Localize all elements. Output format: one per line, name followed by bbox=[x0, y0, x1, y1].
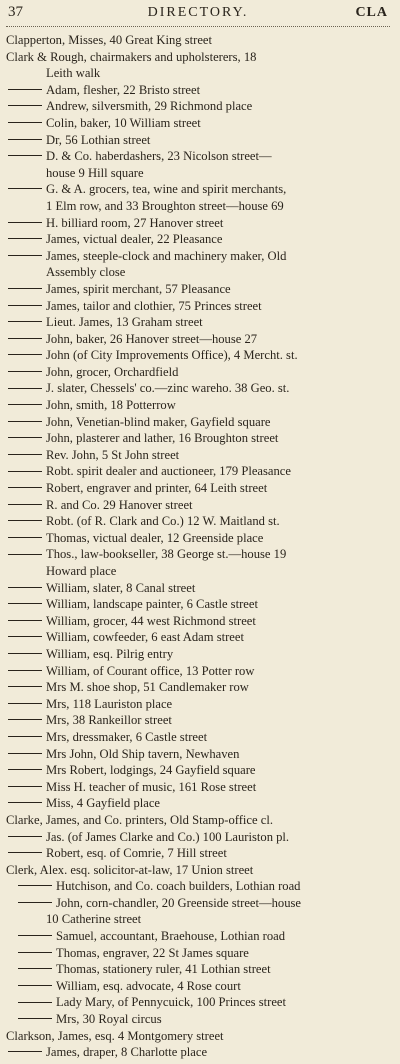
ditto-dash bbox=[8, 437, 42, 438]
entry-text: Dr, 56 Lothian street bbox=[46, 132, 151, 147]
ditto-dash bbox=[8, 338, 42, 339]
entry-text: Assembly close bbox=[46, 265, 126, 280]
entry-text: James, spirit merchant, 57 Pleasance bbox=[46, 281, 231, 296]
ditto-dash bbox=[8, 653, 42, 654]
ditto-dash bbox=[8, 504, 42, 505]
directory-entry bbox=[6, 812, 390, 829]
ditto-dash bbox=[8, 188, 42, 189]
ditto-dash bbox=[8, 421, 42, 422]
directory-entry bbox=[6, 696, 390, 713]
entry-text: William, esq. advocate, 4 Rose court bbox=[56, 978, 241, 993]
ditto-dash bbox=[8, 686, 42, 687]
directory-entry bbox=[6, 281, 390, 298]
running-title: DIRECTORY. bbox=[147, 5, 249, 20]
entry-text: Thomas, victual dealer, 12 Greenside place bbox=[46, 530, 264, 545]
entry-continuation bbox=[6, 165, 390, 182]
directory-entry bbox=[6, 364, 390, 381]
ditto-dash bbox=[8, 736, 42, 737]
entry-text: John, grocer, Orchardfield bbox=[46, 364, 179, 379]
directory-entry bbox=[6, 994, 390, 1011]
entry-surname: Clark & Rough, bbox=[6, 49, 87, 64]
ditto-dash bbox=[8, 288, 42, 289]
entry-text: 10 Catherine street bbox=[46, 912, 142, 927]
ditto-dash bbox=[8, 105, 42, 106]
entry-text: Samuel, accountant, Braehouse, Lothian road bbox=[56, 929, 286, 944]
entry-surname: Clarke, bbox=[6, 812, 43, 827]
directory-entry bbox=[6, 248, 390, 265]
entry-text: Alex. esq. solicitor-at-law, 17 Union street bbox=[37, 862, 254, 877]
ditto-dash bbox=[8, 487, 42, 488]
directory-entry bbox=[6, 314, 390, 331]
ditto-dash bbox=[8, 520, 42, 521]
section-abbreviation: CLA bbox=[355, 5, 388, 20]
directory-entry bbox=[6, 447, 390, 464]
entry-text: G. & A. grocers, tea, wine and spirit merchants, bbox=[46, 182, 287, 197]
entry-text: Mrs M. shoe shop, 51 Candlemaker row bbox=[46, 680, 249, 695]
directory-entry bbox=[6, 82, 390, 99]
entry-text: James, and Co. printers, Old Stamp-office cl. bbox=[42, 812, 273, 827]
entry-text: Thomas, stationery ruler, 41 Lothian street bbox=[56, 962, 271, 977]
directory-entry bbox=[6, 961, 390, 978]
entry-text: John (of City Improvements Office), 4 Mercht. st. bbox=[46, 348, 298, 363]
ditto-dash bbox=[8, 636, 42, 637]
entry-continuation bbox=[6, 264, 390, 281]
directory-entry bbox=[6, 231, 390, 248]
ditto-dash bbox=[8, 454, 42, 455]
ditto-dash bbox=[8, 786, 42, 787]
entry-text: Thos., law-bookseller, 38 George st.—house 19 bbox=[46, 547, 287, 562]
directory-entry bbox=[6, 513, 390, 530]
entry-text: Mrs, 118 Lauriston place bbox=[46, 696, 173, 711]
ditto-dash bbox=[8, 371, 42, 372]
entry-text: William, slater, 8 Canal street bbox=[46, 580, 196, 595]
ditto-dash bbox=[8, 836, 42, 837]
directory-entry bbox=[6, 729, 390, 746]
ditto-dash bbox=[8, 703, 42, 704]
ditto-dash bbox=[8, 222, 42, 223]
entry-text: J. slater, Chessels' co.—zinc wareho. 38 Geo. st. bbox=[46, 381, 290, 396]
entry-text: John, plasterer and lather, 16 Broughton street bbox=[46, 431, 279, 446]
entry-text: Hutchison, and Co. coach builders, Lothian road bbox=[56, 879, 301, 894]
ditto-dash bbox=[8, 587, 42, 588]
directory-entry bbox=[6, 613, 390, 630]
ditto-dash bbox=[8, 554, 42, 555]
directory-entry bbox=[6, 49, 390, 66]
entry-continuation bbox=[6, 198, 390, 215]
directory-entry bbox=[6, 181, 390, 198]
entry-text: Rev. John, 5 St John street bbox=[46, 447, 180, 462]
directory-entry bbox=[6, 663, 390, 680]
ditto-dash bbox=[8, 122, 42, 123]
ditto-dash bbox=[8, 471, 42, 472]
ditto-dash bbox=[18, 885, 52, 886]
entry-text: James, victual dealer, 22 Pleasance bbox=[46, 232, 223, 247]
entry-text: Robt. spirit dealer and auctioneer, 179 Pleasance bbox=[46, 464, 291, 479]
entry-text: John, Venetian-blind maker, Gayfield square bbox=[46, 414, 271, 429]
entry-text: Mrs John, Old Ship tavern, Newhaven bbox=[46, 746, 240, 761]
entry-text: chairmakers and upholsterers, 18 bbox=[86, 49, 257, 64]
ditto-dash bbox=[8, 802, 42, 803]
entry-text: John, smith, 18 Potterrow bbox=[46, 398, 176, 413]
directory-entry bbox=[6, 414, 390, 431]
entry-text: Jas. (of James Clarke and Co.) 100 Lauriston pl. bbox=[46, 829, 290, 844]
entry-text: Mrs, 30 Royal circus bbox=[56, 1012, 162, 1027]
ditto-dash bbox=[8, 255, 42, 256]
ditto-dash bbox=[8, 139, 42, 140]
ditto-dash bbox=[8, 155, 42, 156]
ditto-dash bbox=[8, 769, 42, 770]
entry-continuation bbox=[6, 563, 390, 580]
directory-entry bbox=[6, 845, 390, 862]
entry-text: 1 Elm row, and 33 Broughton street—house 69 bbox=[46, 198, 284, 213]
directory-entry bbox=[6, 480, 390, 497]
entry-text: Robt. (of R. Clark and Co.) 12 W. Maitland st. bbox=[46, 514, 280, 529]
ditto-dash bbox=[8, 753, 42, 754]
directory-entry bbox=[6, 712, 390, 729]
ditto-dash bbox=[8, 1051, 42, 1052]
ditto-dash bbox=[18, 952, 52, 953]
directory-entry bbox=[6, 215, 390, 232]
entry-text: Lady Mary, of Pennycuick, 100 Princes street bbox=[56, 995, 287, 1010]
directory-entry bbox=[6, 530, 390, 547]
entry-text: Adam, flesher, 22 Bristo street bbox=[46, 82, 201, 97]
directory-entry bbox=[6, 1028, 390, 1045]
directory-entry bbox=[6, 132, 390, 149]
page-header bbox=[6, 0, 390, 27]
entry-text: Howard place bbox=[46, 564, 117, 578]
entry-text: John, corn-chandler, 20 Greenside street—house bbox=[56, 895, 301, 910]
directory-entry bbox=[6, 746, 390, 763]
entry-text: D. & Co. haberdashers, 23 Nicolson street— bbox=[46, 149, 272, 164]
ditto-dash bbox=[18, 985, 52, 986]
entry-text: Lieut. James, 13 Graham street bbox=[46, 315, 203, 330]
directory-entry bbox=[6, 862, 390, 879]
entry-text: William, grocer, 44 west Richmond street bbox=[46, 613, 256, 628]
ditto-dash bbox=[8, 670, 42, 671]
entry-text: Robert, esq. of Comrie, 7 Hill street bbox=[46, 846, 227, 861]
entry-surname: Clapperton, bbox=[6, 33, 66, 47]
entry-text: Robert, engraver and printer, 64 Leith street bbox=[46, 481, 268, 496]
directory-entry bbox=[6, 895, 390, 912]
directory-entry bbox=[6, 32, 390, 49]
directory-entry bbox=[6, 380, 390, 397]
entry-continuation bbox=[6, 65, 390, 82]
ditto-dash bbox=[18, 902, 52, 903]
entry-text: James, draper, 8 Charlotte place bbox=[46, 1045, 208, 1060]
directory-entry bbox=[6, 580, 390, 597]
entry-text: Mrs, dressmaker, 6 Castle street bbox=[46, 729, 208, 744]
directory-entry bbox=[6, 928, 390, 945]
directory-entry bbox=[6, 596, 390, 613]
directory-entry bbox=[6, 679, 390, 696]
directory-entry bbox=[6, 347, 390, 364]
ditto-dash bbox=[8, 305, 42, 306]
entry-text: William, of Courant office, 13 Potter row bbox=[46, 663, 255, 678]
entry-text: Mrs, 38 Rankeillor street bbox=[46, 713, 172, 728]
directory-entry bbox=[6, 115, 390, 132]
ditto-dash bbox=[8, 719, 42, 720]
ditto-dash bbox=[8, 404, 42, 405]
directory-entry bbox=[6, 945, 390, 962]
directory-entry bbox=[6, 1011, 390, 1028]
directory-entry bbox=[6, 497, 390, 514]
ditto-dash bbox=[8, 852, 42, 853]
entry-surname: Clarkson, bbox=[6, 1028, 55, 1043]
ditto-dash bbox=[8, 354, 42, 355]
entry-text: Leith walk bbox=[46, 66, 101, 81]
entry-surname: Clerk, bbox=[6, 862, 38, 877]
ditto-dash bbox=[18, 1018, 52, 1019]
entry-text: William, cowfeeder, 6 east Adam street bbox=[46, 630, 244, 645]
entry-text: William, landscape painter, 6 Castle street bbox=[46, 597, 258, 612]
ditto-dash bbox=[18, 935, 52, 936]
ditto-dash bbox=[8, 89, 42, 90]
ditto-dash bbox=[18, 1002, 52, 1003]
directory-entry bbox=[6, 629, 390, 646]
ditto-dash bbox=[8, 238, 42, 239]
ditto-dash bbox=[8, 620, 42, 621]
entry-text: Misses, 40 Great King street bbox=[65, 33, 213, 47]
directory-entry bbox=[6, 430, 390, 447]
entry-text: James, steeple-clock and machinery maker, Old bbox=[46, 248, 287, 263]
ditto-dash bbox=[8, 603, 42, 604]
ditto-dash bbox=[8, 321, 42, 322]
entry-text: John, baker, 26 Hanover street—house 27 bbox=[46, 331, 258, 346]
directory-entry bbox=[6, 298, 390, 315]
entry-text: house 9 Hill square bbox=[46, 165, 144, 180]
directory-entry bbox=[6, 148, 390, 165]
directory-entry bbox=[6, 878, 390, 895]
entry-text: James, tailor and clothier, 75 Princes street bbox=[46, 298, 262, 313]
entry-text: Colin, baker, 10 William street bbox=[46, 115, 201, 130]
directory-entry bbox=[6, 779, 390, 796]
entry-text: Andrew, silversmith, 29 Richmond place bbox=[46, 99, 253, 114]
directory-entry bbox=[6, 762, 390, 779]
entry-text: Mrs Robert, lodgings, 24 Gayfield square bbox=[46, 763, 256, 778]
page-number: 37 bbox=[8, 4, 23, 20]
entry-text: Thomas, engraver, 22 St James square bbox=[56, 945, 249, 960]
directory-entry bbox=[6, 463, 390, 480]
entry-continuation bbox=[6, 911, 390, 928]
directory-entry bbox=[6, 397, 390, 414]
ditto-dash bbox=[8, 537, 42, 538]
entry-text: H. billiard room, 27 Hanover street bbox=[46, 215, 224, 230]
directory-entry bbox=[6, 1044, 390, 1061]
directory-entry bbox=[6, 795, 390, 812]
ditto-dash bbox=[18, 968, 52, 969]
entry-text: R. and Co. 29 Hanover street bbox=[46, 497, 193, 512]
directory-entry bbox=[6, 829, 390, 846]
ditto-dash bbox=[8, 388, 42, 389]
directory-entries bbox=[6, 32, 390, 1061]
directory-entry bbox=[6, 978, 390, 995]
entry-text: William, esq. Pilrig entry bbox=[46, 646, 174, 661]
entry-text: James, esq. 4 Montgomery street bbox=[54, 1028, 224, 1043]
directory-entry bbox=[6, 646, 390, 663]
directory-entry bbox=[6, 546, 390, 563]
entry-text: Miss H. teacher of music, 161 Rose street bbox=[46, 779, 257, 794]
directory-entry bbox=[6, 98, 390, 115]
entry-text: Miss, 4 Gayfield place bbox=[46, 796, 161, 811]
directory-entry bbox=[6, 331, 390, 348]
